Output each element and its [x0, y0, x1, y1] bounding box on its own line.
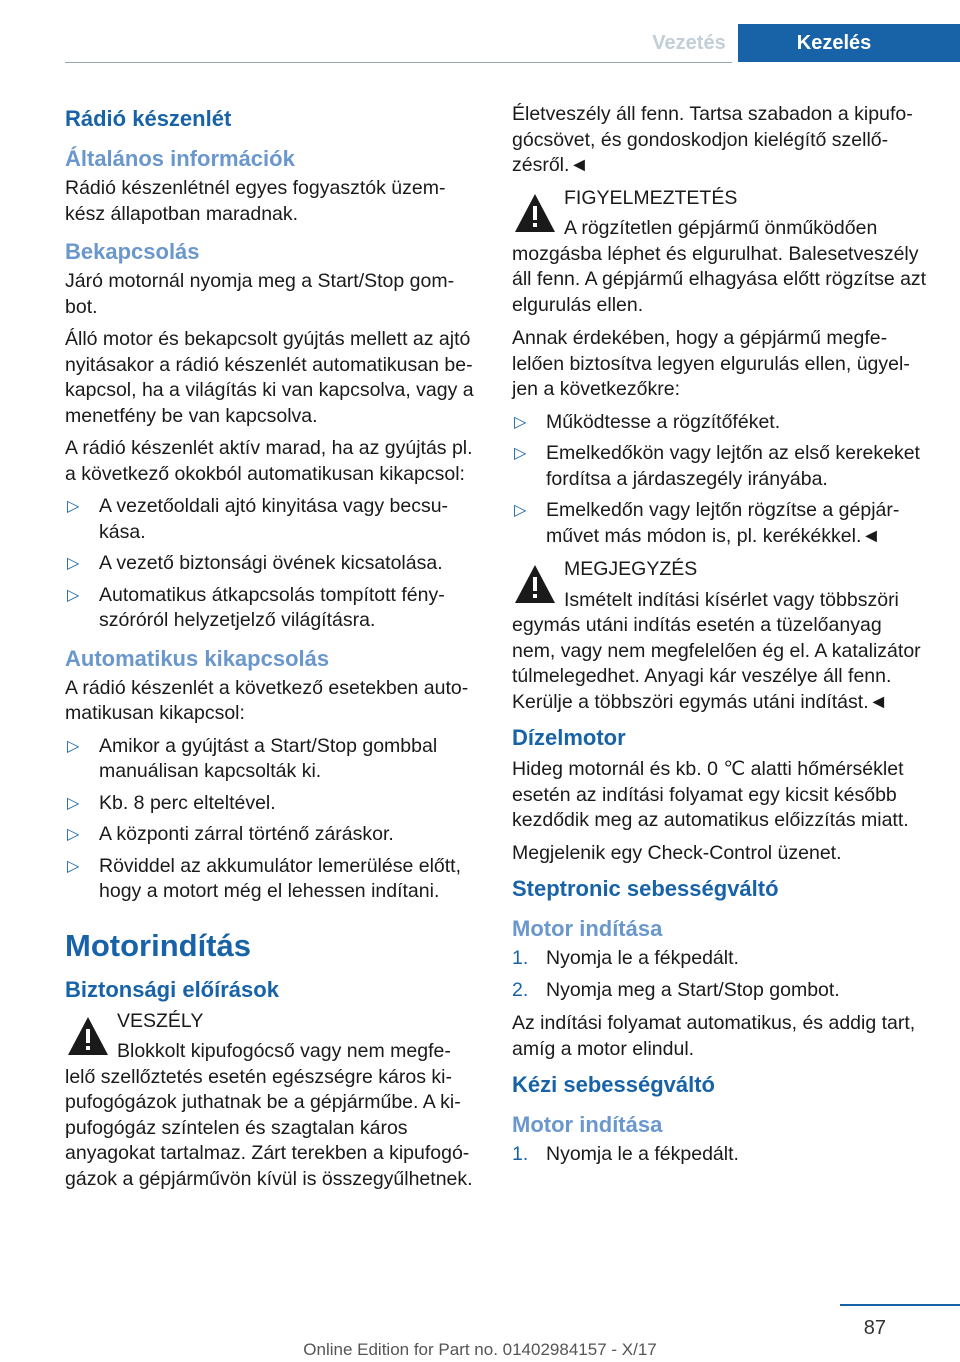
triangle-bullet-icon: ▷	[67, 794, 80, 812]
paragraph-auto-off: A rádió készenlét a következő esetekben auto-matikusan kikapcsol:	[65, 676, 469, 724]
paragraph-switch-on-3: A rádió készenlét aktív marad, ha az gyújtás pl. a következő okokból automatikusan kikapcsol:	[65, 437, 473, 485]
list-item: ▷ A vezetőoldali ajtó kinyitása vagy becsu-kása.	[67, 495, 449, 543]
paragraph-switch-on-2: Álló motor és bekapcsolt gyújtás mellett az ajtó nyitásakor a rádió készenlét automatikusan be-kapcsol, ha a világítás ki van kapcsolva, vagy a menetfény be van kapcsolva.	[65, 328, 474, 427]
list-start-steptronic	[512, 946, 930, 1003]
paragraph-diesel-2: Megjelenik egy Check-Control üzenet.	[512, 841, 842, 864]
triangle-bullet-icon: ▷	[67, 498, 80, 515]
left-column	[65, 98, 481, 1200]
list-item: ▷ A központi zárral történő záráskor.	[65, 822, 481, 848]
warning-first-line: A rögzítetlen gépjármű önműködően	[564, 217, 878, 239]
heading-auto-off: Automatikus kikapcsolás	[65, 645, 330, 671]
triangle-bullet-icon: ▷	[67, 586, 80, 604]
triangle-bullet-icon: ▷	[67, 555, 80, 572]
heading-safety: Biztonsági előírások	[65, 976, 279, 1002]
paragraph-steptronic: Az indítási folyamat automatikus, és addig tart, amíg a motor elindul.	[512, 1012, 916, 1060]
heading-radio-standby: Rádió készenlét	[65, 106, 232, 131]
paragraph-switch-on-1: Járó motornál nyomja meg a Start/Stop gom-bot.	[65, 270, 455, 318]
warning-triangle-icon	[512, 561, 558, 607]
header-rule	[65, 62, 732, 63]
paragraph-continuation: Életveszély áll fenn. Tartsa szabadon a kipufo-gócsövet, és gondoskodjon kielégítő szellő-zésről.◄	[512, 103, 913, 176]
list-secure	[512, 410, 930, 550]
warning-notice	[512, 557, 930, 715]
warning-first-line: Blokkolt kipufogócső vagy nem megfe-	[117, 1040, 451, 1062]
list-item: ▷ Kb. 8 perc elteltével.	[65, 791, 481, 817]
list-switch-on	[65, 494, 481, 634]
triangle-bullet-icon: ▷	[67, 826, 80, 843]
warning-first-line: Ismételt indítási kísérlet vagy többszöri	[564, 588, 899, 611]
tab-vezetes[interactable]: Vezetés	[652, 31, 726, 54]
triangle-bullet-icon: ▷	[514, 413, 527, 431]
header-tabs	[640, 24, 960, 62]
heading-start-engine-2: Motor indítása	[512, 1112, 663, 1137]
list-item: ▷ Automatikus átkapcsolás tompított fény-szóróról helyzetjelző világításra.	[67, 583, 445, 631]
list-item: ▷ Emelkedőn vagy lejtőn rögzítse a gépjár-művet más módon is, pl. kerékékkel.◄	[514, 499, 900, 547]
list-item: ▷ Működtesse a rögzítőféket.	[512, 410, 930, 436]
list-start-manual	[512, 1142, 930, 1168]
right-column	[512, 98, 930, 1176]
triangle-bullet-icon: ▷	[514, 445, 527, 462]
triangle-bullet-icon: ▷	[67, 857, 80, 875]
list-item: ▷ Röviddel az akkumulátor lemerülése előtt, hogy a motort még el lehessen indítani.	[67, 854, 462, 902]
warning-body: egymás utáni indítás esetén a tüzelőanyag nem, vagy nem megfelelően ég el. A katalizátor túlmelegedhet. Anyagi kár veszélye áll fenn. Kerülje a többszöri egymás utáni indítást.◄	[512, 614, 921, 713]
triangle-bullet-icon: ▷	[514, 502, 527, 519]
heading-general-info: Általános információk	[65, 146, 295, 171]
list-item: 2. Nyomja meg a Start/Stop gombot.	[512, 978, 840, 1001]
page-number: 87	[863, 1317, 886, 1339]
heading-engine-start: Motorindítás	[65, 927, 251, 963]
warning-tag: VESZÉLY	[117, 1009, 204, 1032]
warning-body: lelő szellőztetés esetén egészségre káros ki-pufogógázok juthatnak be a gépjárműbe. A ki-pufogógáz színtelen és szagtalan káros anyagokat tartalmaz. Zárt terekben a kipufogó-gázok a gépjárművön kívül is összegyűlhetnek.	[65, 1065, 473, 1190]
footer-edition: Online Edition for Part no. 01402984157 - X/17	[303, 1340, 657, 1359]
warning-body: mozgásba léphet és elgurulhat. Balesetveszély áll fenn. A gépjármű elhagyása előtt rögzítse azt elgurulás ellen.	[512, 242, 927, 316]
paragraph-precautions: Annak érdekében, hogy a gépjármű megfe-lelően biztosítva legyen elgurulás ellen, ügyel-jen a következőkre:	[512, 327, 910, 400]
heading-start-engine-1: Motor indítása	[512, 916, 663, 941]
warning-tag: MEGJEGYZÉS	[564, 558, 698, 580]
heading-switch-on: Bekapcsolás	[65, 239, 200, 264]
list-item: ▷ Emelkedőkön vagy lejtőn az első kerekeket fordítsa a járdaszegély irányába.	[514, 442, 920, 490]
heading-manual: Kézi sebességváltó	[512, 1072, 715, 1097]
heading-diesel: Dízelmotor	[512, 725, 626, 750]
list-item: 1. Nyomja le a fékpedált.	[512, 947, 739, 969]
list-auto-off	[65, 734, 481, 905]
list-item: 1. Nyomja le a fékpedált.	[512, 1143, 739, 1165]
warning-caution	[512, 186, 930, 319]
warning-triangle-icon	[65, 1013, 111, 1059]
tab-kezeles[interactable]: Kezelés	[738, 24, 960, 62]
paragraph-diesel-1: Hideg motornál és kb. 0 ℃ alatti hőmérséklet esetén az indítási folyamat egy kicsit később kezdődik meg az automatikus előizzítás miatt.	[512, 758, 909, 831]
page-number-rule	[840, 1304, 960, 1306]
warning-tag: FIGYELMEZTETÉS	[564, 186, 738, 209]
paragraph-general: Rádió készenlétnél egyes fogyasztók üzem-kész állapotban maradnak.	[65, 177, 446, 225]
list-item: ▷ A vezető biztonsági övének kicsatolása.	[65, 551, 481, 577]
warning-triangle-icon	[512, 190, 558, 236]
warning-danger	[65, 1009, 481, 1193]
triangle-bullet-icon: ▷	[67, 737, 80, 755]
list-item: ▷ Amikor a gyújtást a Start/Stop gombbal manuálisan kapcsolták ki.	[67, 734, 438, 782]
heading-steptronic: Steptronic sebességváltó	[512, 876, 779, 901]
